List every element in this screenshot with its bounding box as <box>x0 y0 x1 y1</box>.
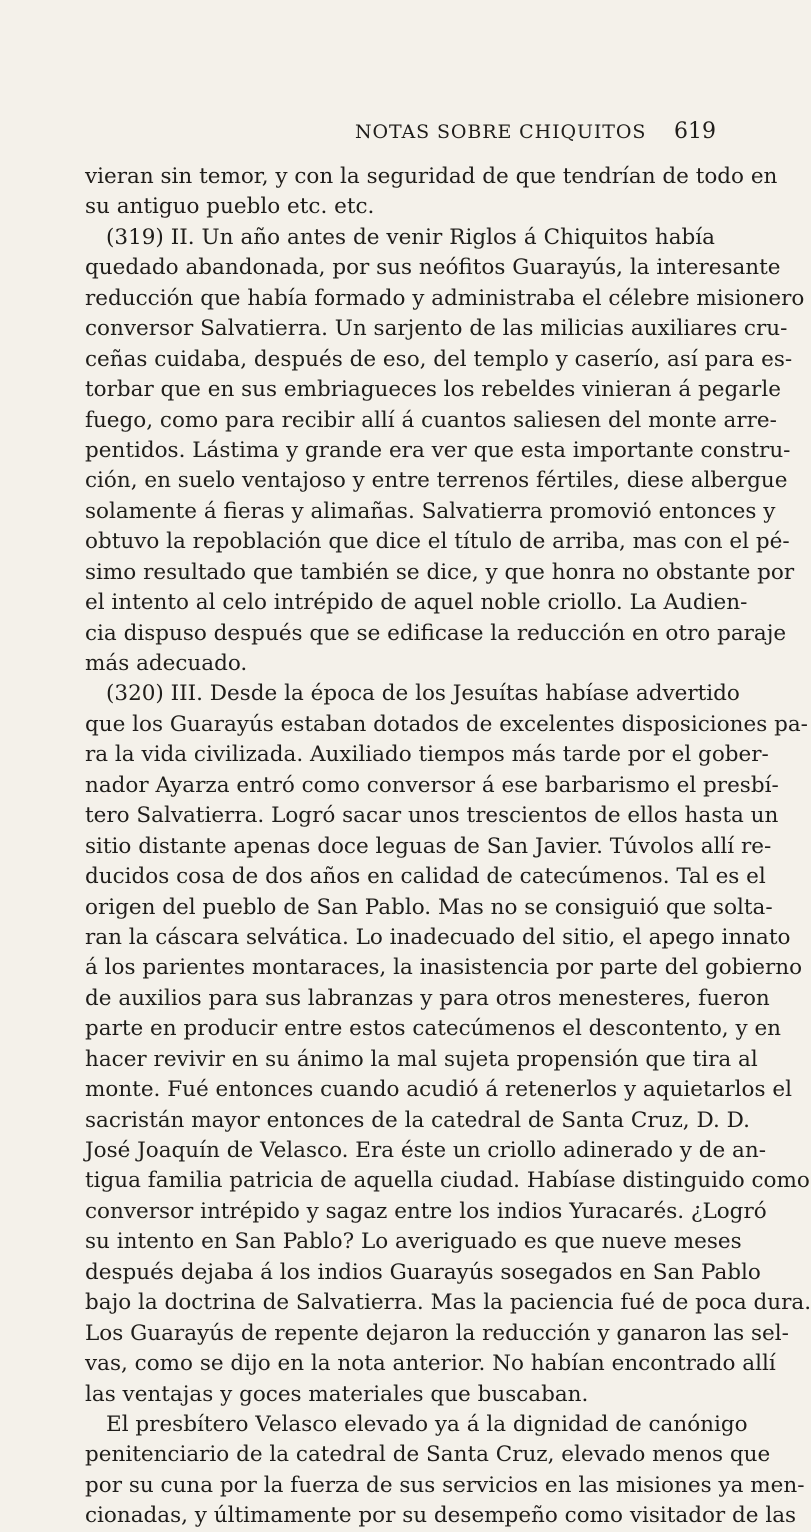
text-line: penitenciario de la catedral de Santa Cruz, elevado menos que <box>85 1442 771 1468</box>
text-line: quedado abandonada, por sus neófitos Guarayús, la interesante <box>85 255 781 281</box>
text-line: reducción que había formado y administraba el célebre misionero <box>85 285 805 311</box>
text-line: monte. Fué entonces cuando acudió á retenerlos y aquietarlos el <box>85 1077 792 1103</box>
text-line: que los Guarayús estaban dotados de excelentes disposiciones pa- <box>85 711 808 737</box>
running-header <box>0 117 801 147</box>
text-line: cia dispuso después que se edificase la reducción en otro paraje <box>85 620 787 646</box>
text-line: después dejaba á los indios Guarayús sosegados en San Pablo <box>85 1259 761 1285</box>
text-line: nador Ayarza entró como conversor á ese barbarismo el presbí- <box>85 772 779 798</box>
text-line: vieran sin temor, y con la seguridad de que tendrían de todo en <box>85 164 778 189</box>
text-line: bajo la doctrina de Salvatierra. Mas la paciencia fué de poca dura. <box>85 1290 811 1316</box>
text-line: más adecuado. <box>85 651 248 676</box>
text-line: de auxilios para sus labranzas y para otros menesteres, fueron <box>85 985 770 1011</box>
paragraph-velasco-start: El presbítero Velasco elevado ya á la dignidad de canónigo <box>106 1411 748 1437</box>
text-line: origen del pueblo de San Pablo. Mas no se consiguió que solta- <box>85 894 773 920</box>
text-line: torbar que en sus embriagueces los rebeldes vinieran á pegarle <box>85 377 781 403</box>
text-line: por su cuna por la fuerza de sus servicios en las misiones ya men- <box>85 1472 805 1498</box>
text-line: sitio distante apenas doce leguas de San Javier. Túvolos allí re- <box>85 833 772 859</box>
text-line: obtuvo la repoblación que dice el título de arriba, mas con el pé- <box>85 529 790 555</box>
running-title: NOTAS SOBRE CHIQUITOS <box>355 121 647 143</box>
text-line: conversor intrépido y sagaz entre los indios Yuracarés. ¿Logró <box>85 1198 767 1224</box>
text-line: hacer revivir en su ánimo la mal sujeta propensión que tira al <box>85 1046 758 1072</box>
text-line: su intento en San Pablo? Lo averiguado es que nueve meses <box>85 1229 742 1255</box>
text-line: ción, en suelo ventajoso y entre terrenos fértiles, diese albergue <box>85 468 788 494</box>
text-line: parte en producir entre estos catecúmenos el descontento, y en <box>85 1016 782 1042</box>
text-line: las ventajas y goces materiales que buscaban. <box>85 1381 589 1407</box>
paragraph-319-start: (319) II. Un año antes de venir Riglos á Chiquitos había <box>106 224 715 250</box>
text-line: simo resultado que también se dice, y que honra no obstante por <box>85 559 795 585</box>
text-line: fuego, como para recibir allí á cuantos saliesen del monte arre- <box>85 407 777 433</box>
text-line: ducidos cosa de dos años en calidad de catecúmenos. Tal es el <box>85 864 766 890</box>
text-line: ceñas cuidaba, después de eso, del templo y caserío, así para es- <box>85 346 793 372</box>
text-line: cionadas, y últimamente por su desempeño como visitador de las <box>85 1503 797 1529</box>
text-line: José Joaquín de Velasco. Era éste un criollo adinerado y de an- <box>85 1138 766 1163</box>
text-line: tigua familia patricia de aquella ciudad. Habíase distinguido como <box>85 1168 810 1194</box>
text-line: sacristán mayor entonces de la catedral de Santa Cruz, D. D. <box>85 1107 750 1133</box>
text-line: á los parientes montaraces, la inasistencia por parte del gobierno <box>85 955 803 981</box>
text-line: tero Salvatierra. Logró sacar unos trescientos de ellos hasta un <box>85 803 779 829</box>
text-line: conversor Salvatierra. Un sarjento de las milicias auxiliares cru- <box>85 316 788 342</box>
paragraph-320-start: (320) III. Desde la época de los Jesuítas habíase advertido <box>106 681 740 707</box>
page-number: 619 <box>674 119 716 144</box>
text-line: el intento al celo intrépido de aquel noble criollo. La Audien- <box>85 590 748 616</box>
text-line: su antiguo pueblo etc. etc. <box>85 194 375 220</box>
text-line: ra la vida civilizada. Auxiliado tiempos más tarde por el gober- <box>85 742 769 768</box>
text-line: Los Guarayús de repente dejaron la reducción y ganaron las sel- <box>85 1320 789 1346</box>
text-line: vas, como se dijo en la nota anterior. No habían encontrado allí <box>85 1351 776 1377</box>
text-line: ran la cáscara selvática. Lo inadecuado del sitio, el apego innato <box>85 924 791 950</box>
text-line: pentidos. Lástima y grande era ver que esta importante constru- <box>85 437 791 463</box>
text-line: solamente á fieras y alimañas. Salvatierra promovió entonces y <box>85 498 776 524</box>
body-text <box>85 162 811 1532</box>
